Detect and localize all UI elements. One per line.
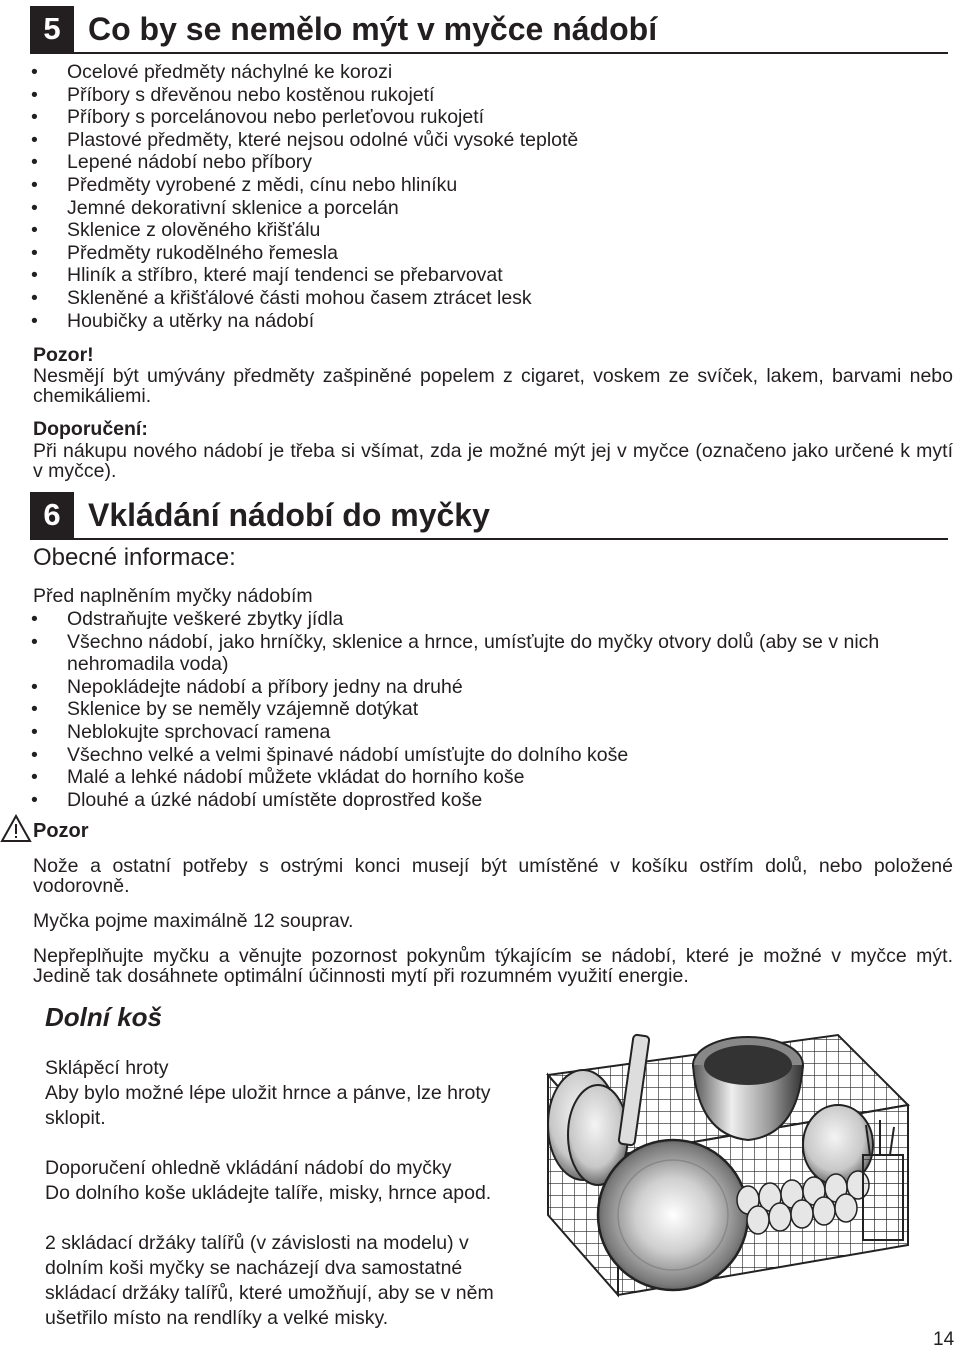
subsection-title: Obecné informace:	[33, 544, 236, 571]
list-item: • Příbory s dřevěnou nebo kostěnou rukojetí	[30, 84, 955, 107]
rec-title: Doporučení ohledně vkládání nádobí do myčky	[45, 1157, 452, 1179]
section-number: 5	[30, 6, 74, 52]
rec-text: Do dolního koše ukládejte talíře, misky, hrnce apod.	[45, 1182, 492, 1204]
list-item: • Odstraňujte veškeré zbytky jídla	[30, 608, 955, 631]
caution-label: Pozor	[33, 820, 89, 842]
overfill-text: Nepřeplňujte myčku a věnujte pozornost pokynům týkajícím se nádobí, které je možné v myčce mýt. Jedině tak dosáhnete optimální účinnosti mytí při rozumném využití energie.	[33, 945, 953, 987]
list-item: • Lepené nádobí nebo příbory	[30, 151, 955, 174]
list-item: • Plastové předměty, které nejsou odolné vůči vysoké teplotě	[30, 129, 955, 152]
list-item: • Předměty rukodělného řemesla	[30, 242, 955, 265]
list-item: • Příbory s porcelánovou nebo perleťovou rukojetí	[30, 106, 955, 129]
section-5-header	[30, 6, 948, 54]
list-item: • Neblokujte sprchovací ramena	[30, 721, 955, 744]
list-item: • Nepokládejte nádobí a příbory jedny na druhé	[30, 676, 955, 699]
list-item: • Sklenice by se neměly vzájemně dotýkat	[30, 698, 955, 721]
list-item: • Jemné dekorativní sklenice a porcelán	[30, 197, 955, 220]
lower-basket-illustration	[538, 1015, 918, 1305]
intro-text: Před naplněním myčky nádobím	[33, 585, 313, 607]
page-number: 14	[933, 1329, 955, 1350]
recommend-label: Doporučení:	[33, 418, 148, 440]
section-title: Co by se nemělo mýt v myčce nádobí	[88, 11, 658, 47]
knives-text: Nože a ostatní potřeby s ostrými konci musejí být umístěné v košíku ostřím dolů, nebo položené vodorovně.	[33, 855, 953, 897]
warning-label: Pozor!	[33, 344, 94, 366]
fold-title: Sklápěcí hroty	[45, 1057, 169, 1079]
loading-tips-list	[30, 608, 955, 811]
list-item: • Sklenice z olověného křišťálu	[30, 219, 955, 242]
recommend-text: Při nákupu nového nádobí je třeba si všímat, zda je možné mýt jej v myčce (označeno jako určené k mytí v myčce).	[33, 440, 953, 482]
list-item: • Předměty vyrobené z mědi, cínu nebo hliníku	[30, 174, 955, 197]
list-item: • Houbičky a utěrky na nádobí	[30, 310, 955, 333]
holders-text: 2 skládací držáky talířů (v závislosti na modelu) v dolním koši myčky se nacházejí dva samostatné skládací držáky talířů, které umožňují, aby se v něm ušetřilo místo na rendlíky a velké misky.	[45, 1232, 494, 1329]
list-item: • Ocelové předměty náchylné ke korozi	[30, 61, 955, 84]
warning-text: Nesmějí být umývány předměty zašpiněné popelem z cigaret, voskem ze svíček, lakem, barvami nebo chemikáliemi.	[33, 365, 953, 407]
lower-basket-heading: Dolní koš	[45, 1002, 163, 1032]
list-item: • Malé a lehké nádobí můžete vkládat do horního koše	[30, 766, 955, 789]
list-item: • Dlouhé a úzké nádobí umístěte doprostřed koše	[30, 789, 955, 812]
capacity-text: Myčka pojme maximálně 12 souprav.	[33, 910, 354, 932]
list-item: • Všechno nádobí, jako hrníčky, sklenice a hrnce, umísťujte do myčky otvory dolů (aby se v nich nehromadila voda)	[30, 631, 955, 676]
list-item: • Všechno velké a velmi špinavé nádobí umísťujte do dolního koše	[30, 744, 955, 767]
section-number: 6	[30, 492, 74, 538]
section-6-header	[30, 492, 948, 540]
section-title: Vkládání nádobí do myčky	[88, 497, 490, 533]
forbidden-items-list	[30, 61, 955, 332]
fold-text: Aby bylo možné lépe uložit hrnce a pánve, lze hroty sklopit.	[45, 1082, 491, 1129]
list-item: • Hliník a stříbro, které mají tendenci se přebarvovat	[30, 264, 955, 287]
warning-triangle-icon	[0, 814, 32, 844]
list-item: • Skleněné a křišťálové části mohou časem ztrácet lesk	[30, 287, 955, 310]
